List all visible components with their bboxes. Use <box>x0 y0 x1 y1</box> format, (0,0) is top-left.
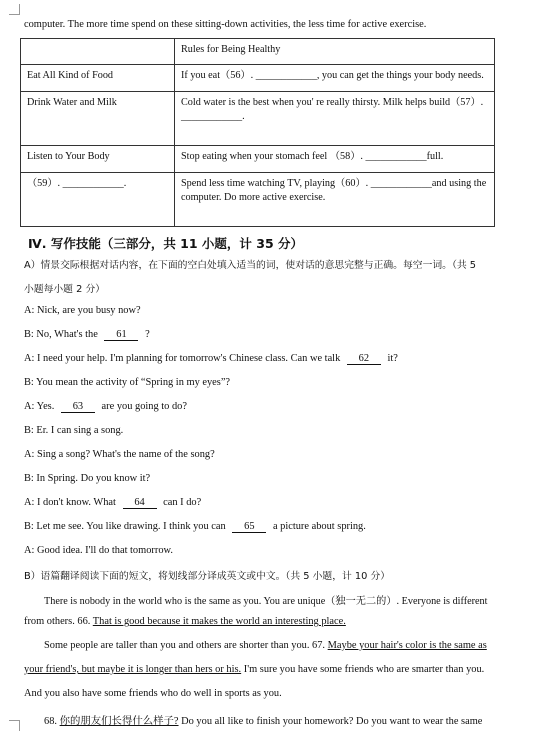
row-rule: Stop eating when your stomach feel （58）. ____________full. <box>175 146 495 173</box>
passage-line: And you also have some friends who do well in sports as you. <box>24 688 282 699</box>
row-rule: If you eat（56）. ____________, you can get the things your body needs. <box>175 65 495 92</box>
table-row <box>21 65 495 92</box>
rules-table <box>20 38 495 227</box>
header-empty-cell <box>21 39 175 65</box>
row-label: Drink Water and Milk <box>21 92 175 146</box>
answer-blank-61[interactable]: 61 <box>104 329 138 341</box>
intro-line: computer. The more time spend on these sitting-down activities, the less time for active exercise. <box>24 19 427 30</box>
dialogue-line: B: In Spring. Do you know it? <box>24 473 151 484</box>
table-header: Rules for Being Healthy <box>175 39 495 65</box>
answer-blank-65[interactable]: 65 <box>232 521 266 533</box>
row-rule: Spend less time watching TV, playing（60）. ____________and using the computer. Do more active exercise. <box>175 173 495 227</box>
translation-item-68: 你的朋友们长得什么样子? <box>59 716 179 727</box>
translation-item-66: That is good because it makes the world an interesting place. <box>92 616 346 627</box>
table-row <box>21 92 495 146</box>
dialogue-line: B: No, What's the 61 ? <box>24 329 150 340</box>
part-a-instruction: A）情景交际根据对话内容，在下面的空白处填入适当的词，使对话的意思完整与正确。每空一词。（共 5 <box>24 260 477 271</box>
row-label: Eat All Kind of Food <box>21 65 175 92</box>
row-label: Listen to Your Body <box>21 146 175 173</box>
answer-blank-63[interactable]: 63 <box>61 401 95 413</box>
dialogue-line: B: You mean the activity of “Spring in my eyes”? <box>24 377 231 388</box>
crop-mark-bottom <box>9 720 20 731</box>
passage-line: your friend's, but maybe it is longer than hers or his. I'm sure you have some friends who are smarter than you. <box>24 664 485 675</box>
part-b-instruction: B）语篇翻译阅读下面的短文，将划线部分译成英文或中文。（共 5 小题，计 10 分） <box>24 571 391 582</box>
passage-line: Some people are taller than you and others are shorter than you. 67. Maybe your hair's color is the same as <box>44 640 487 651</box>
translation-item-67-cont: your friend's, but maybe it is longer than hers or his. <box>24 664 242 675</box>
dialogue-line: A: I need your help. I'm planning for tomorrow's Chinese class. Can we talk 62 it? <box>24 353 398 364</box>
passage-line: There is nobody in the world who is the same as you. You are unique（独一无二的）. Everyone is different <box>44 596 488 607</box>
table-row <box>21 146 495 173</box>
dialogue-line: A: Good idea. I'll do that tomorrow. <box>24 545 173 556</box>
dialogue-line: B: Let me see. You like drawing. I think you can 65 a picture about spring. <box>24 521 366 532</box>
dialogue-line: A: Sing a song? What's the name of the song? <box>24 449 215 460</box>
answer-blank-64[interactable]: 64 <box>123 497 157 509</box>
table-row <box>21 173 495 227</box>
table-header-row <box>21 39 495 65</box>
dialogue-line: B: Er. I can sing a song. <box>24 425 124 436</box>
part-a-instruction-cont: 小题每小题 2 分） <box>24 284 106 295</box>
dialogue-line: A: Nick, are you busy now? <box>24 305 141 316</box>
answer-blank-62[interactable]: 62 <box>347 353 381 365</box>
translation-item-67: Maybe your hair's color is the same as <box>327 640 487 651</box>
row-rule: Cold water is the best when you' re really thirsty. Milk helps build（57）. ____________. <box>175 92 495 146</box>
dialogue-line: A: I don't know. What 64 can I do? <box>24 497 202 508</box>
crop-mark-top <box>9 4 20 15</box>
passage-line: 68. 你的朋友们长得什么样子? Do you all like to finish your homework? Do you want to wear the same <box>44 716 483 727</box>
row-label: （59）. ____________. <box>21 173 175 227</box>
passage-line: from others. 66. That is good because it makes the world an interesting place. <box>24 616 346 627</box>
section-title: Ⅳ. 写作技能（三部分，共 11 小题，计 35 分） <box>28 236 304 251</box>
dialogue-line: A: Yes. 63 are you going to do? <box>24 401 187 412</box>
